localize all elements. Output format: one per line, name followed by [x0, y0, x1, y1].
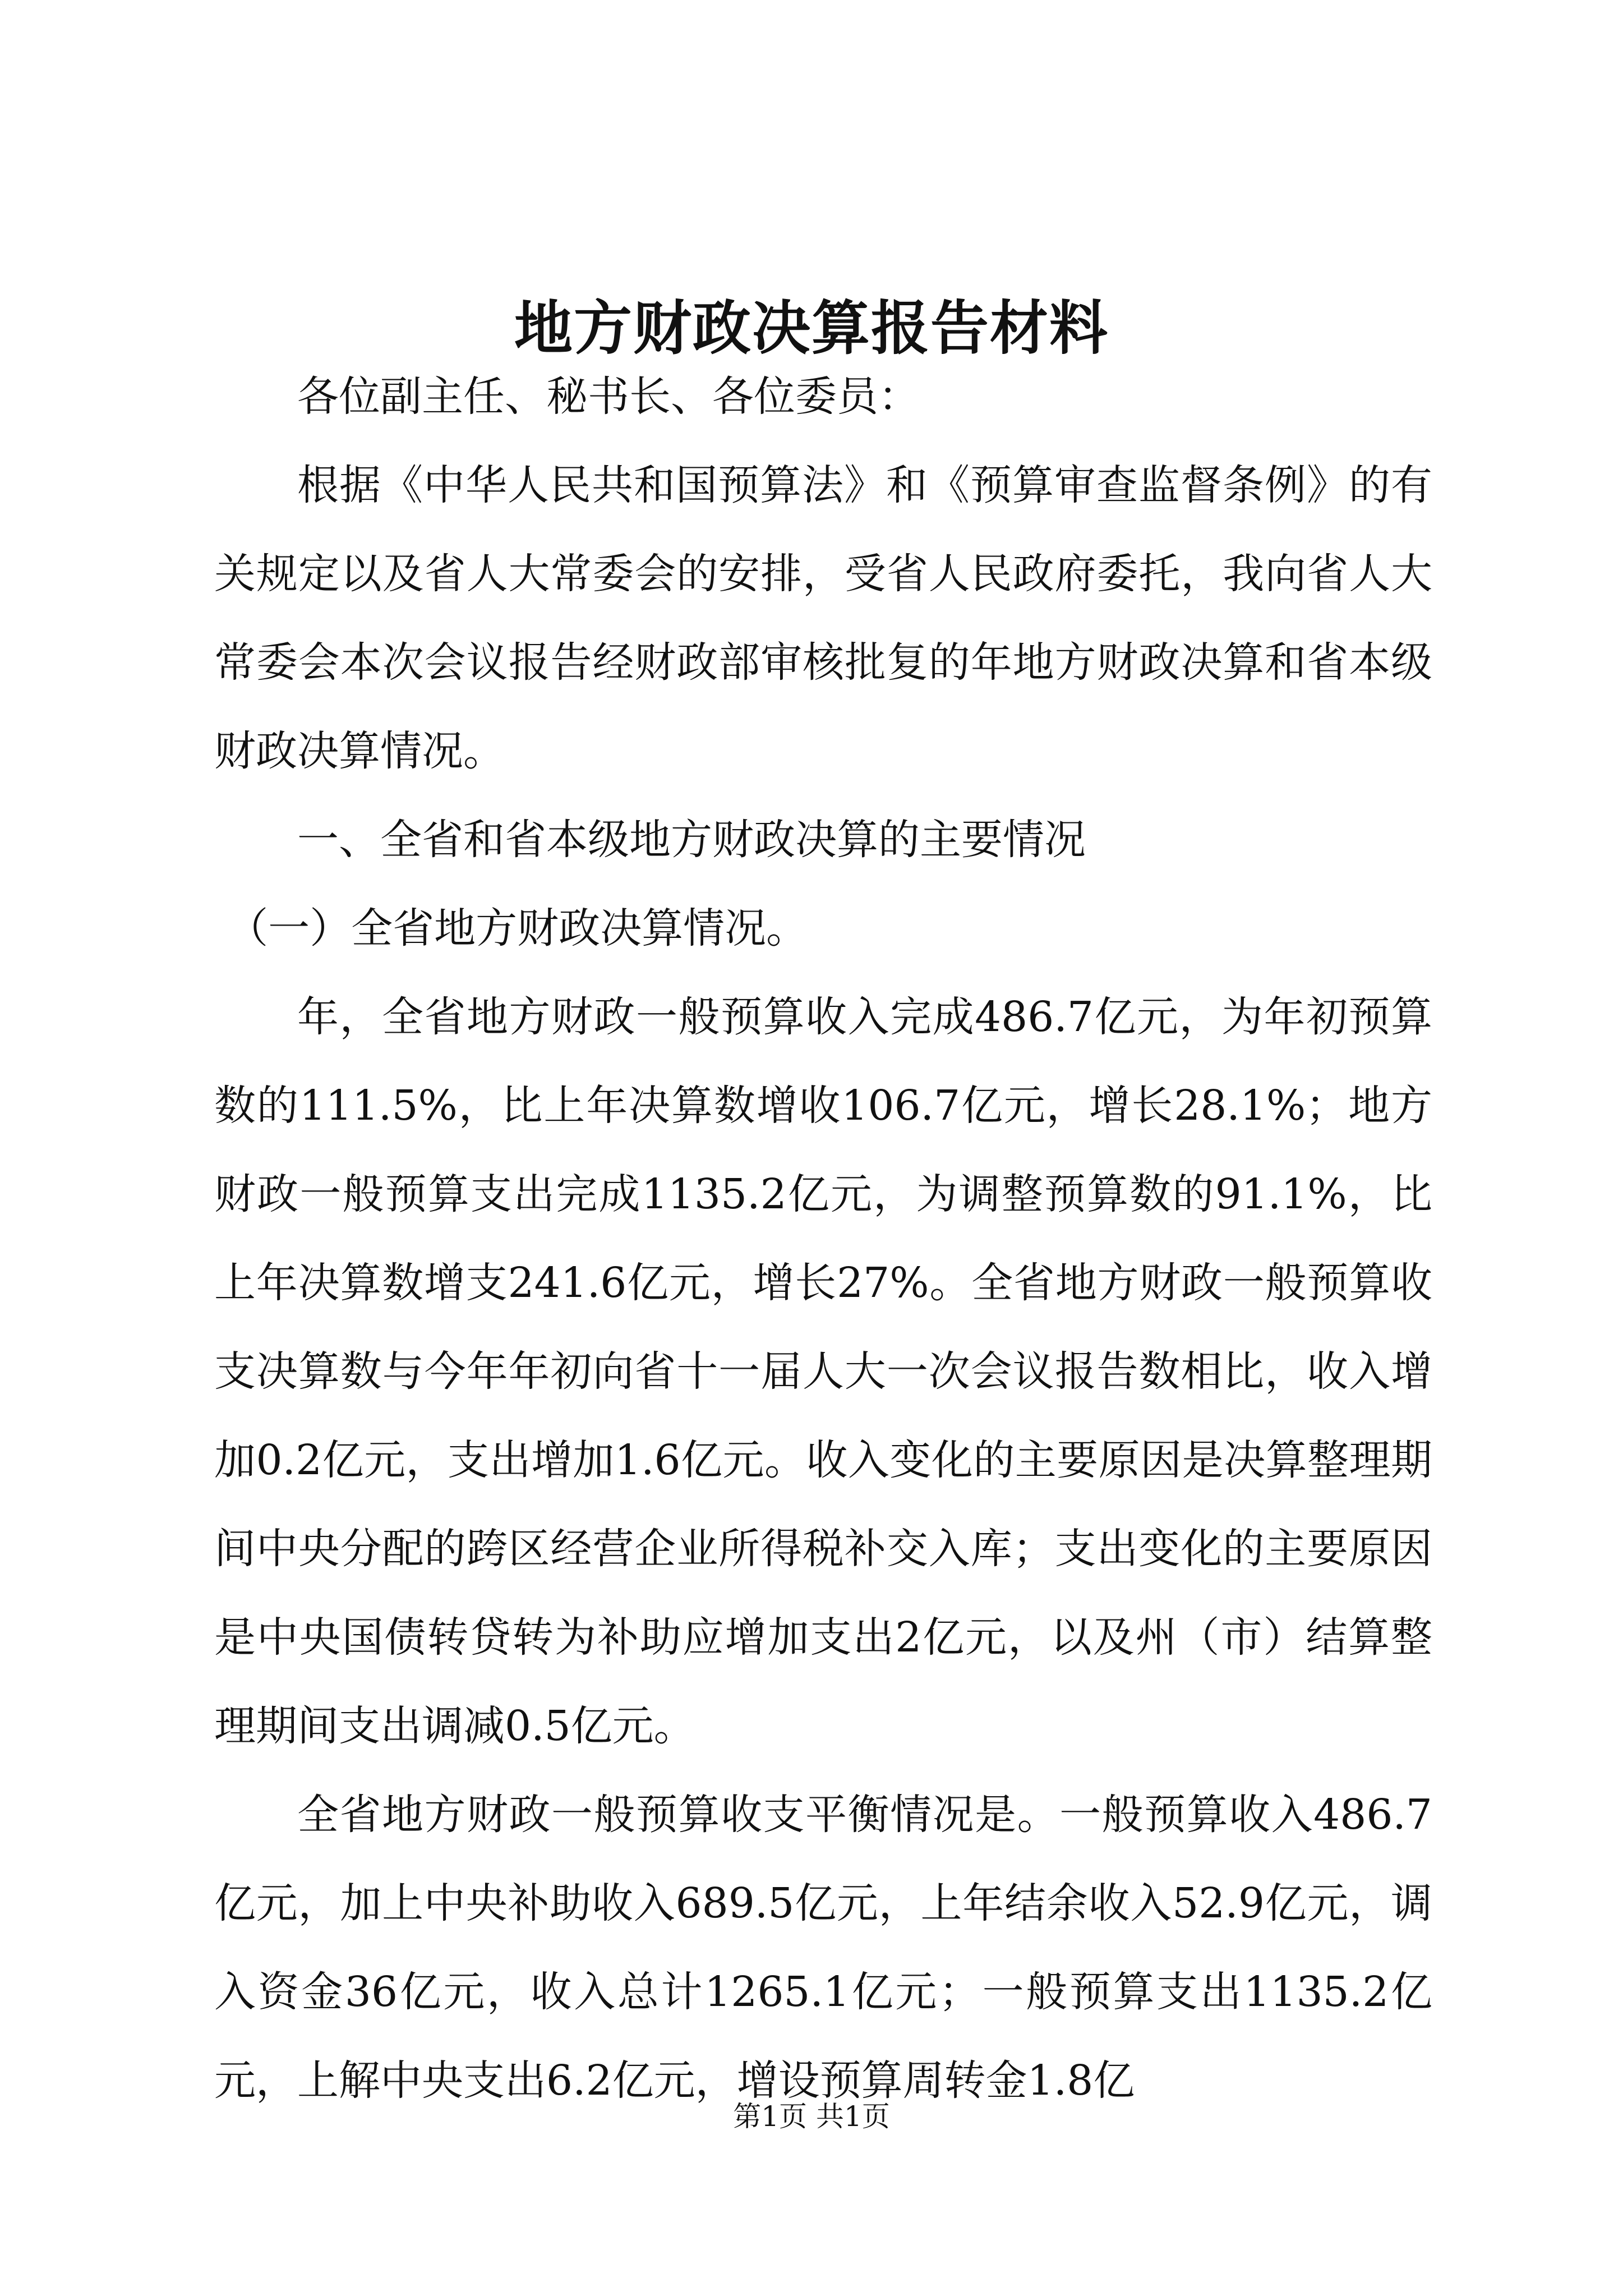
intro-paragraph: 根据《中华人民共和国预算法》和《预算审查监督条例》的有关规定以及省人大常委会的安排，受省人民政府委托，我向省人大常委会本次会议报告经财政部审核批复的年地方财政决算和省本级财政决算情况。 [214, 461, 1432, 775]
balance-paragraph: 全省地方财政一般预算收支平衡情况是。一般预算收入486.7亿元，加上中央补助收入689.5亿元，上年结余收入52.9亿元，调入资金36亿元，收入总计1265.1亿元；一般预算支出1135.2亿元，上解中央支出6.2亿元，增设预算周转金1.8亿 [214, 1791, 1432, 2105]
document-title: 地方财政决算报告材料 [514, 293, 1109, 362]
document-body [214, 352, 1432, 2125]
section-heading: 一、全省和省本级地方财政决算的主要情况 [297, 816, 1086, 864]
revenue-expenditure-paragraph: 年，全省地方财政一般预算收入完成486.7亿元，为年初预算数的111.5%，比上年决算数增收106.7亿元，增长28.1%；地方财政一般预算支出完成1135.2亿元，为调整预算数的91.1%，比上年决算数增支241.6亿元，增长27%。全省地方财政一般预算收支决算数与今年年初向省十一届人大一次会议报告数相比，收入增加0.2亿元，支出增加1.6亿元。收入变化的主要原因是决算整理期间中央分配的跨区经营企业所得税补交入库；支出变化的主要原因是中央国债转贷转为补助应增加支出2亿元，以及州（市）结算整理期间支出调减0.5亿元。 [214, 993, 1432, 1750]
page-number-footer: 第1页 共1页 [733, 2100, 890, 2133]
salutation-paragraph: 各位副主任、秘书长、各位委员： [297, 372, 920, 421]
subsection-heading: （一）全省地方财政决算情况。 [227, 904, 808, 953]
